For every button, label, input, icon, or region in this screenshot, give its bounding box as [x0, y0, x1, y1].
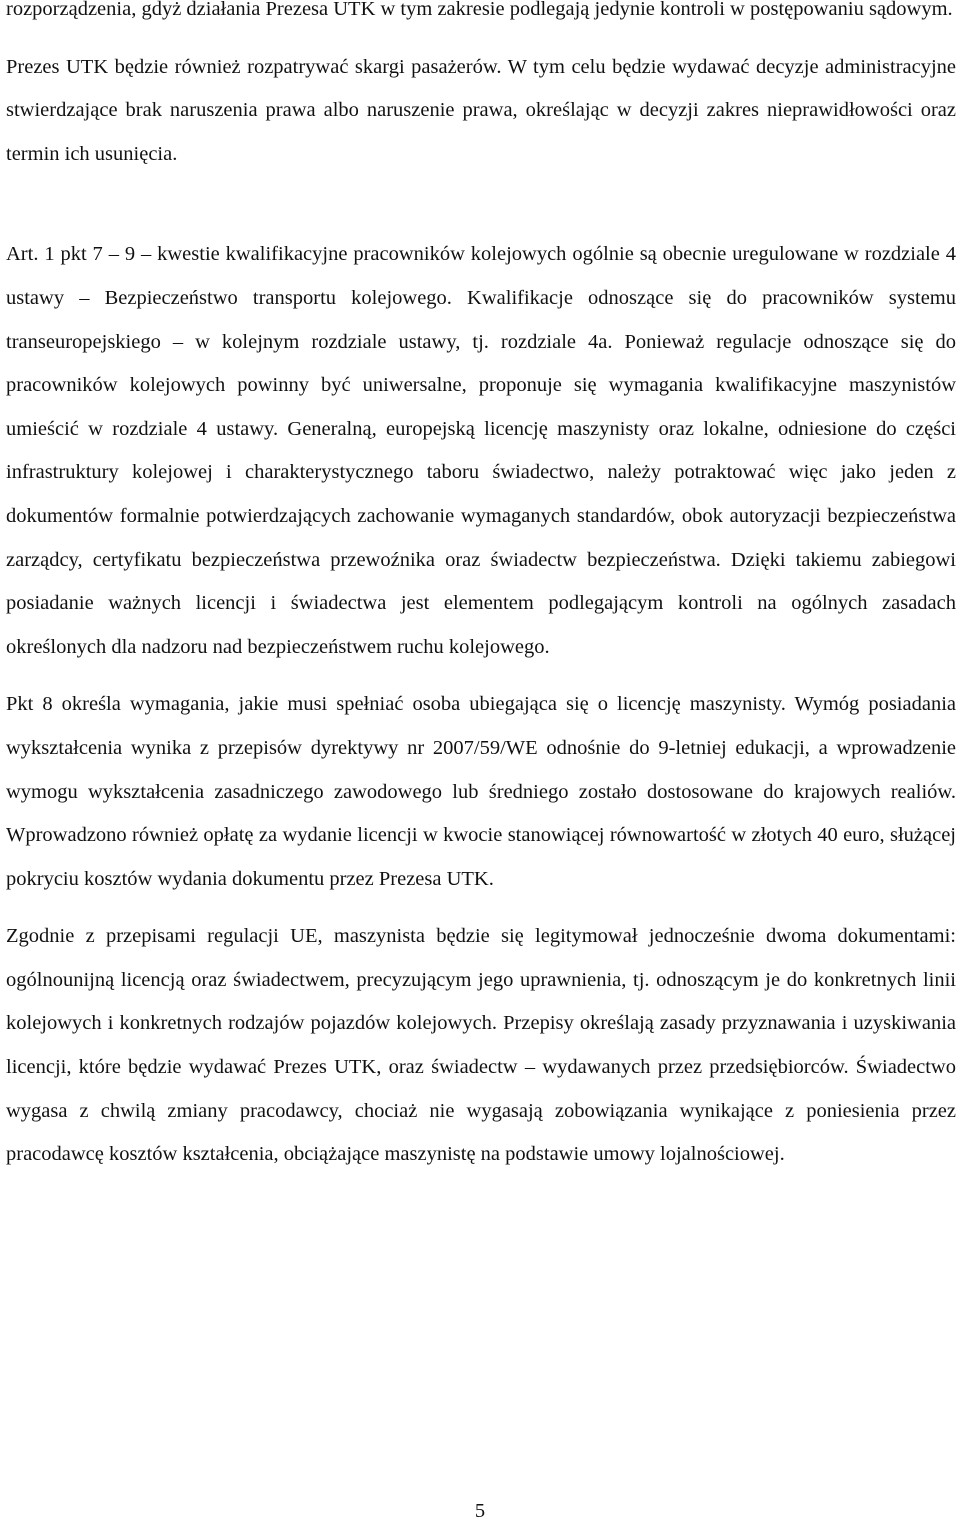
paragraph-passenger-complaints: Prezes UTK będzie również rozpatrywać skargi pasażerów. W tym celu będzie wydawać decyzje administracyjne stwierdzające brak naruszenia prawa albo naruszenie prawa, określając w decyzji zakres nieprawidłowości oraz termin ich usunięcia. [6, 55, 956, 165]
paragraph-art-1-pkt-7-9: Art. 1 pkt 7 – 9 – kwestie kwalifikacyjne pracowników kolejowych ogólnie są obecnie uregulowane w rozdziale 4 ustawy – Bezpieczeństwo transportu kolejowego. Kwalifikacje odnoszące się do pracowników systemu transeuropejskiego – w kolejnym rozdziale ustawy, tj. rozdziale 4a. Ponieważ regulacje odnoszące się do pracowników kolejowych powinny być uniwersalne, proponuje się wymagania kwalifikacyjne maszynistów umieścić w rozdziale 4 ustawy. Generalną, europejską licencję maszynisty oraz lokalne, odniesione do części infrastruktury kolejowej i charakterystycznego taboru świadectwo, należy potraktować więc jako jeden z dokumentów formalnie potwierdzających zachowanie wymaganych standardów, obok autoryzacji bezpieczeństwa zarządcy, certyfikatu bezpieczeństwa przewoźnika oraz świadectw bezpieczeństwa. Dzięki takiemu zabiegowi posiadanie ważnych licencji i świadectwa jest elementem podlegającym kontroli na ogólnych zasadach określonych dla nadzoru nad bezpieczeństwem ruchu kolejowego. [6, 243, 956, 658]
paragraph-continuation: rozporządzenia, gdyż działania Prezesa UTK w tym zakresie podlegają jedynie kontroli w postępowaniu sądowym. [6, 0, 953, 20]
paragraph-pkt-8: Pkt 8 określa wymagania, jakie musi spełniać osoba ubiegająca się o licencję maszynisty. Wymóg posiadania wykształcenia wynika z przepisów dyrektywy nr 2007/59/WE odnośnie do 9-letniej edukacji, a wprowadzenie wymogu wykształcenia zasadniczego zawodowego lub średniego zostało dostosowane do krajowych realiów. Wprowadzono również opłatę za wydanie licencji w kwocie stanowiącej równowartość w złotych 40 euro, służącej pokryciu kosztów wydania dokumentu przez Prezesa UTK. [6, 693, 956, 890]
page-number: 5 [474, 1500, 486, 1522]
document-page [6, 0, 956, 1177]
paragraph-eu-regulations: Zgodnie z przepisami regulacji UE, maszynista będzie się legitymował jednocześnie dwoma dokumentami: ogólnounijną licencją oraz świadectwem, precyzującym jego uprawnienia, tj. odnoszącym je do konkretnych linii kolejowych i konkretnych rodzajów pojazdów kolejowych. Przepisy określają zasady przyznawania i uzyskiwania licencji, które będzie wydawać Prezes UTK, oraz świadectw – wydawanych przez przedsiębiorców. Świadectwo wygasa z chwilą zmiany pracodawcy, chociaż nie wygasają zobowiązania wynikające z poniesienia przez pracodawcę kosztów kształcenia, obciążające maszynistę na podstawie umowy lojalnościowej. [6, 925, 956, 1166]
